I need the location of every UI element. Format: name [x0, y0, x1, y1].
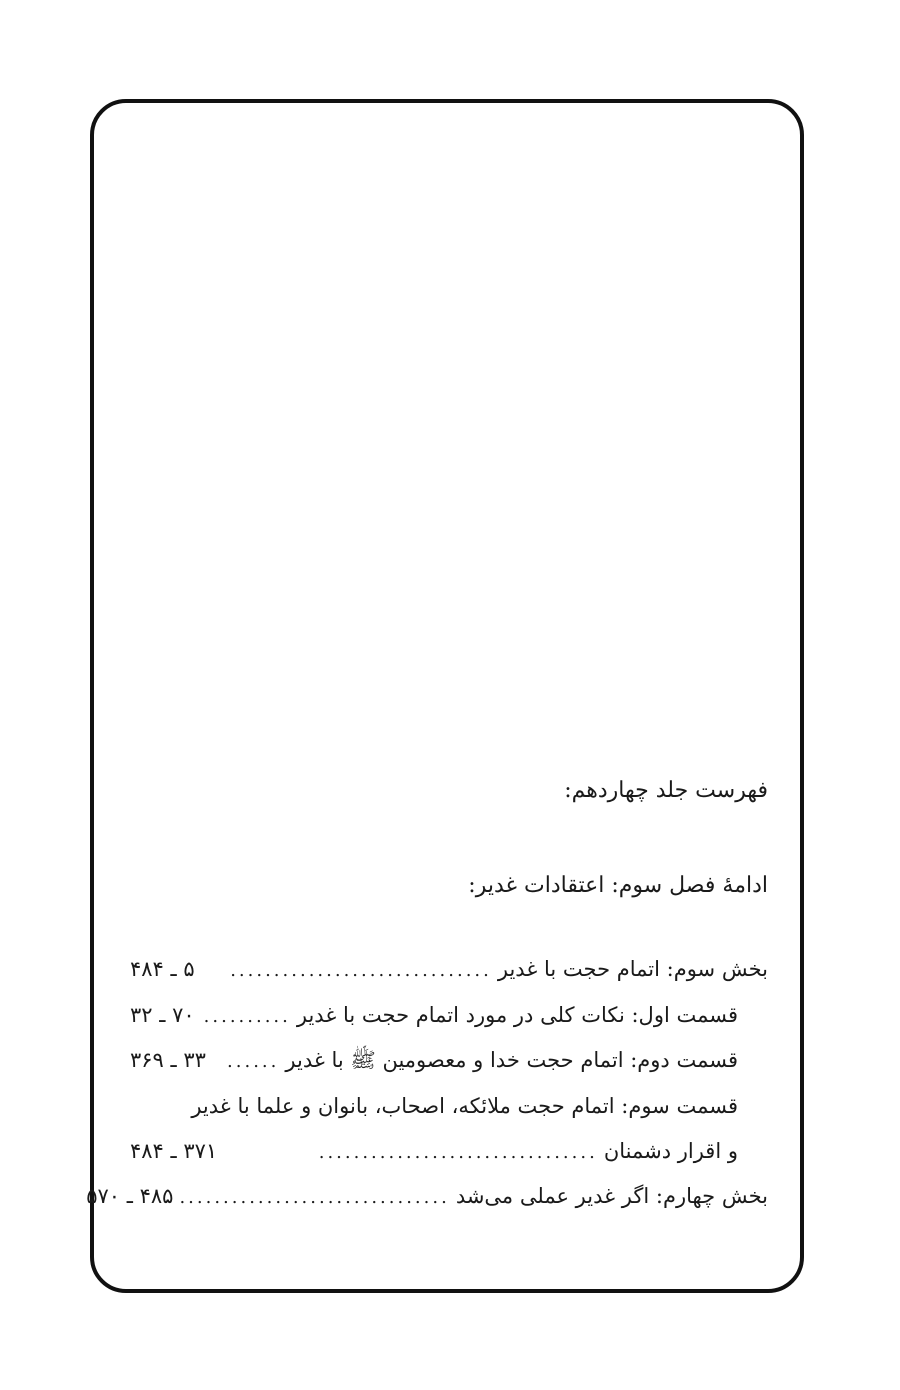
- toc-entry-label: بخش چهارم: اگر غدیر عملی می‌شد: [455, 1184, 768, 1208]
- toc-entry: [130, 1047, 738, 1078]
- toc-entry-label: قسمت اول: نکات کلی در مورد اتمام حجت با غدیر: [296, 1003, 738, 1027]
- toc-title: فهرست جلد چهاردهم:: [564, 778, 768, 803]
- toc-entry-leader: ................................: [318, 1142, 598, 1163]
- toc-entry: [86, 1184, 768, 1208]
- toc-entry-pages: ۳۷۱ ـ ۴۸۴: [130, 1139, 218, 1163]
- toc-entry-pages: ۴۸۵ ـ ۵۷۰: [86, 1184, 174, 1208]
- toc-subtitle: ادامۀ فصل سوم: اعتقادات غدیر:: [468, 873, 768, 898]
- toc-entry-label: بخش سوم: اتمام حجت با غدیر: [497, 957, 768, 981]
- toc-entry: [130, 957, 768, 981]
- toc-entry-leader: ......: [227, 1051, 280, 1072]
- toc-entry: [130, 1003, 738, 1027]
- toc-entry-leader: ..........: [203, 1006, 291, 1027]
- toc-entry-label: قسمت سوم: اتمام حجت ملائکه، اصحاب، بانوان و علما با غدیر: [191, 1094, 738, 1118]
- toc-entry-label: و اقرار دشمنان: [603, 1139, 738, 1163]
- toc-entry: [130, 1139, 738, 1163]
- toc-entry-leader: ..............................: [230, 960, 492, 981]
- toc-entry-pages: ۷۰ ـ ۳۲: [130, 1003, 195, 1027]
- toc-entry-pages: ۵ ـ ۴۸۴: [130, 957, 195, 981]
- toc-entry-leader: ...............................: [179, 1187, 450, 1208]
- toc-entry-pages: ۳۳ ـ ۳۶۹: [130, 1048, 206, 1072]
- toc-entry-label: قسمت دوم: اتمام حجت خدا و معصومین ﷺ با غدیر: [285, 1048, 738, 1072]
